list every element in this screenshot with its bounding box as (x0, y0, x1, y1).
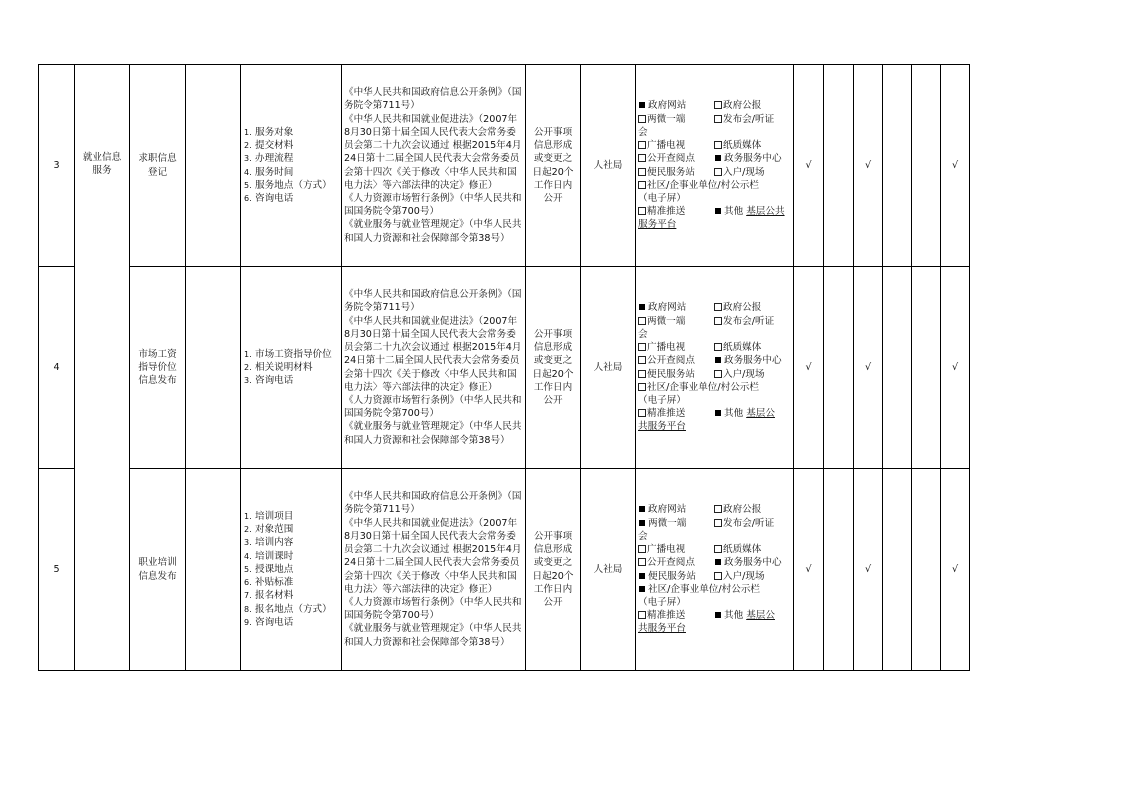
checked-square-icon (715, 612, 721, 618)
unchecked-box-icon (638, 370, 646, 378)
legal-basis-text: 《中华人民共和国就业促进法》（2007年8月30日第十届全国人民代表大会常务委员会第二十九次会议通过 根据2015年4月24日第十二届全国人民代表大会常务委员会第十四次《关于修改〈中华人民共和国电力法〉等六部法律的决定》修正） (344, 517, 522, 595)
subject-text: 人社局 (593, 563, 623, 575)
channel-option: 入户/现场 (723, 570, 765, 582)
channel-option: 精准推送 (647, 610, 686, 622)
unchecked-box-icon (638, 181, 646, 189)
list-number: 8. (244, 604, 252, 614)
content-list (241, 510, 341, 629)
category-cell (75, 65, 130, 671)
subject-cell (581, 469, 636, 671)
unchecked-box-icon (638, 558, 646, 566)
list-number: 1. (244, 512, 252, 522)
legal-basis-cell (342, 469, 526, 671)
row-number (39, 267, 75, 469)
other-platform-text: 共服务平台 (638, 421, 686, 433)
time-limit-cell (526, 469, 581, 671)
disclosure-table (38, 64, 970, 671)
channel-option: 政务服务中心 (724, 355, 782, 367)
list-number: 4. (244, 551, 252, 561)
category-text: 就业信息服务 (82, 152, 122, 177)
channel-option: 社区/企事业单位/村公示栏 (647, 179, 759, 191)
row-number (39, 65, 75, 267)
checked-square-icon (715, 357, 721, 363)
unchecked-box-icon (638, 154, 646, 162)
channel-option-cont: 会 (638, 328, 648, 340)
checked-square-icon (639, 586, 645, 592)
channel-option-cont: （电子屏） (638, 596, 686, 608)
list-item (244, 348, 341, 361)
list-number: 3. (244, 538, 252, 548)
item-name-cell (130, 65, 186, 267)
unchecked-box-icon (714, 572, 722, 580)
list-item-text: 提交材料 (255, 140, 294, 152)
channel-option-cont: 会 (638, 126, 648, 138)
subject-cell (581, 65, 636, 267)
subject-text: 人社局 (593, 159, 623, 171)
channel-option: 便民服务站 (647, 368, 695, 380)
legal-basis-text: 《中华人民共和国政府信息公开条例》（国务院令第711号） (344, 491, 522, 516)
list-number: 5. (244, 180, 252, 190)
list-item-text: 市场工资指导价位 (255, 348, 332, 360)
channel-cell (636, 469, 794, 671)
check-cell (941, 65, 970, 267)
legal-basis-text: 《中华人民共和国政府信息公开条例》（国务院令第711号） (344, 289, 522, 314)
check-mark: √ (864, 361, 872, 373)
check-cell (854, 267, 883, 469)
unchecked-box-icon (638, 611, 646, 619)
check-cell (854, 469, 883, 671)
list-number: 1. (244, 349, 252, 359)
list-item-text: 对象范围 (255, 524, 294, 536)
empty-cell (186, 469, 241, 671)
list-item (244, 536, 341, 549)
legal-basis-text: 《中华人民共和国政府信息公开条例》（国务院令第711号） (344, 87, 522, 112)
checked-square-icon (639, 573, 645, 579)
list-item-text: 报名地点（方式） (255, 603, 332, 615)
channel-option: 便民服务站 (647, 166, 695, 178)
check-mark: √ (805, 563, 812, 575)
list-item (244, 139, 341, 152)
list-item (244, 152, 341, 165)
channel-option: 广播电视 (647, 544, 686, 556)
channel-cell (636, 267, 794, 469)
unchecked-box-icon (714, 168, 722, 176)
list-item (244, 179, 341, 192)
legal-basis-text: 《就业服务与就业管理规定》（中华人民共和国人力资源和社会保障部令第38号） (344, 623, 522, 648)
unchecked-box-icon (714, 141, 722, 149)
channel-cell (636, 65, 794, 267)
legal-basis-text: 《人力资源市场暂行条例》（中华人民共和国国务院令第700号） (344, 394, 522, 420)
channel-option: 政务服务中心 (724, 153, 782, 165)
check-cell (824, 469, 854, 671)
unchecked-box-icon (638, 356, 646, 364)
list-item-text: 报名材料 (255, 590, 294, 602)
channel-option: 便民服务站 (648, 570, 696, 582)
list-number: 5. (244, 564, 252, 574)
legal-basis-text: 《就业服务与就业管理规定》（中华人民共和国人力资源和社会保障部令第38号） (344, 219, 522, 244)
channel-option: 公开查阅点 (647, 557, 695, 569)
list-item-text: 办理流程 (255, 153, 294, 165)
item-name-cell (130, 267, 186, 469)
row-number-text: 4 (53, 361, 60, 373)
empty-cell (186, 65, 241, 267)
channel-option-cont: （电子屏） (638, 192, 686, 204)
legal-basis-text: 《人力资源市场暂行条例》（中华人民共和国国务院令第700号） (344, 192, 522, 218)
list-item (244, 523, 341, 536)
time-limit-cell (526, 65, 581, 267)
unchecked-box-icon (638, 409, 646, 417)
channel-option: 入户/现场 (723, 368, 765, 380)
check-cell (941, 469, 970, 671)
other-platform-text: 基层公 (746, 610, 775, 622)
channel-option-cont: 会 (638, 530, 648, 542)
table-row (39, 65, 970, 267)
channel-option: 政务服务中心 (724, 557, 782, 569)
legal-basis-cell (342, 267, 526, 469)
check-cell (912, 267, 941, 469)
channel-option: 精准推送 (647, 206, 686, 218)
list-item-text: 服务地点（方式） (255, 179, 332, 191)
unchecked-box-icon (638, 383, 646, 391)
checked-square-icon (715, 208, 721, 214)
unchecked-box-icon (638, 545, 646, 553)
channel-option: 公开查阅点 (647, 355, 695, 367)
empty-cell (186, 267, 241, 469)
channel-option: 其他 (724, 408, 744, 420)
checked-square-icon (639, 506, 645, 512)
channel-list (638, 503, 791, 635)
list-number: 3. (244, 154, 252, 164)
channel-option: 其他 (724, 610, 744, 622)
channel-option: 发布会/听证 (723, 315, 775, 327)
table-row (39, 469, 970, 671)
unchecked-box-icon (714, 101, 722, 109)
list-number: 7. (244, 591, 252, 601)
time-limit-cell (526, 267, 581, 469)
unchecked-box-icon (638, 141, 646, 149)
check-mark: √ (864, 159, 872, 171)
row-number-text: 5 (53, 563, 60, 575)
content-list (241, 126, 341, 205)
channel-list (638, 301, 791, 433)
item-name: 职业培训信息发布 (138, 557, 177, 582)
channel-option: 两微一端 (648, 517, 687, 529)
channel-option: 发布会/听证 (723, 113, 775, 125)
legal-basis-text: 《人力资源市场暂行条例》（中华人民共和国国务院令第700号） (344, 596, 522, 622)
other-platform-text: 基层公共 (746, 206, 785, 218)
unchecked-box-icon (714, 343, 722, 351)
channel-option: 政府网站 (648, 302, 687, 314)
list-item-text: 培训内容 (255, 537, 294, 549)
check-cell (883, 267, 912, 469)
checked-square-icon (715, 410, 721, 416)
list-number: 1. (244, 127, 252, 137)
check-cell (794, 469, 824, 671)
check-mark: √ (864, 563, 872, 575)
unchecked-box-icon (638, 115, 646, 123)
checked-square-icon (639, 520, 645, 526)
unchecked-box-icon (638, 207, 646, 215)
other-platform-text: 共服务平台 (638, 623, 686, 635)
list-item (244, 576, 341, 589)
list-item (244, 192, 341, 205)
channel-option: 广播电视 (647, 140, 686, 152)
other-platform-text: 基层公 (746, 408, 775, 420)
channel-option: 社区/企事业单位/村公示栏 (648, 583, 760, 595)
list-item (244, 616, 341, 629)
list-number: 3. (244, 376, 252, 386)
list-item-text: 咨询电话 (255, 375, 294, 387)
list-number: 9. (244, 617, 252, 627)
check-cell (912, 65, 941, 267)
legal-basis-text: 《就业服务与就业管理规定》（中华人民共和国人力资源和社会保障部令第38号） (344, 421, 522, 446)
list-number: 6. (244, 578, 252, 588)
unchecked-box-icon (714, 545, 722, 553)
legal-basis-text: 《中华人民共和国就业促进法》（2007年8月30日第十届全国人民代表大会常务委员会第二十九次会议通过 根据2015年4月24日第十二届全国人民代表大会常务委员会第十四次《关于修改〈中华人民共和国电力法〉等六部法律的决定》修正） (344, 315, 522, 393)
list-number: 6. (244, 193, 252, 203)
time-limit-text: 公开事项信息形成或变更之日起20个工作日内公开 (532, 126, 574, 204)
item-name: 求职信息登记 (138, 153, 177, 178)
channel-option: 两微一端 (647, 315, 686, 327)
list-item (244, 374, 341, 387)
channel-option: 发布会/听证 (723, 517, 775, 529)
unchecked-box-icon (714, 115, 722, 123)
channel-option: 广播电视 (647, 342, 686, 354)
row-number-text: 3 (53, 159, 60, 171)
legal-basis-cell (342, 65, 526, 267)
check-mark: √ (951, 159, 959, 171)
item-name-cell (130, 469, 186, 671)
channel-option: 公开查阅点 (647, 153, 695, 165)
row-number (39, 469, 75, 671)
list-item (244, 603, 341, 616)
channel-option-cont: （电子屏） (638, 394, 686, 406)
list-item-text: 培训课时 (255, 550, 294, 562)
content-list (241, 348, 341, 388)
check-mark: √ (805, 159, 812, 171)
list-item (244, 589, 341, 602)
list-item-text: 授课地点 (255, 563, 294, 575)
checked-square-icon (715, 155, 721, 161)
content-cell (241, 469, 342, 671)
channel-option: 纸质媒体 (723, 544, 762, 556)
list-item (244, 510, 341, 523)
unchecked-box-icon (714, 519, 722, 527)
list-item-text: 咨询电话 (255, 616, 294, 628)
legal-basis-text: 《中华人民共和国就业促进法》（2007年8月30日第十届全国人民代表大会常务委员会第二十九次会议通过 根据2015年4月24日第十二届全国人民代表大会常务委员会第十四次《关于修改〈中华人民共和国电力法〉等六部法律的决定》修正） (344, 113, 522, 191)
list-item-text: 服务时间 (255, 166, 294, 178)
list-item (244, 166, 341, 179)
channel-option: 其他 (724, 206, 744, 218)
channel-list (638, 99, 791, 231)
list-item (244, 550, 341, 563)
unchecked-box-icon (714, 505, 722, 513)
list-item-text: 相关说明材料 (255, 361, 313, 373)
check-cell (941, 267, 970, 469)
other-platform-text: 服务平台 (638, 219, 677, 231)
unchecked-box-icon (714, 303, 722, 311)
channel-option: 政府公报 (723, 504, 762, 516)
check-cell (824, 65, 854, 267)
unchecked-box-icon (638, 168, 646, 176)
unchecked-box-icon (714, 317, 722, 325)
subject-text: 人社局 (593, 361, 623, 373)
content-cell (241, 267, 342, 469)
checked-square-icon (639, 102, 645, 108)
channel-option: 社区/企事业单位/村公示栏 (647, 381, 759, 393)
channel-option: 政府网站 (648, 100, 687, 112)
check-cell (854, 65, 883, 267)
channel-option: 精准推送 (647, 408, 686, 420)
list-item-text: 咨询电话 (255, 192, 294, 204)
list-item-text: 服务对象 (255, 126, 294, 138)
check-mark: √ (951, 361, 959, 373)
list-item (244, 126, 341, 139)
check-cell (883, 469, 912, 671)
item-name: 市场工资指导价位信息发布 (138, 348, 177, 387)
checked-square-icon (639, 304, 645, 310)
channel-option: 政府公报 (723, 100, 762, 112)
unchecked-box-icon (638, 343, 646, 351)
check-cell (912, 469, 941, 671)
channel-option: 入户/现场 (723, 166, 765, 178)
channel-option: 纸质媒体 (723, 342, 762, 354)
list-number: 2. (244, 141, 252, 151)
channel-option: 政府公报 (723, 302, 762, 314)
list-item (244, 563, 341, 576)
unchecked-box-icon (714, 370, 722, 378)
channel-option: 两微一端 (647, 113, 686, 125)
check-mark: √ (805, 361, 812, 373)
checked-square-icon (715, 559, 721, 565)
content-cell (241, 65, 342, 267)
list-item-text: 补贴标准 (255, 577, 294, 589)
list-item-text: 培训项目 (255, 511, 294, 523)
table-row (39, 267, 970, 469)
check-mark: √ (951, 563, 959, 575)
check-cell (794, 65, 824, 267)
subject-cell (581, 267, 636, 469)
check-cell (794, 267, 824, 469)
list-number: 4. (244, 167, 252, 177)
time-limit-text: 公开事项信息形成或变更之日起20个工作日内公开 (532, 530, 574, 608)
list-number: 2. (244, 525, 252, 535)
check-cell (883, 65, 912, 267)
list-item (244, 361, 341, 374)
list-number: 2. (244, 362, 252, 372)
unchecked-box-icon (638, 317, 646, 325)
channel-option: 纸质媒体 (723, 140, 762, 152)
check-cell (824, 267, 854, 469)
time-limit-text: 公开事项信息形成或变更之日起20个工作日内公开 (532, 328, 574, 406)
channel-option: 政府网站 (648, 504, 687, 516)
